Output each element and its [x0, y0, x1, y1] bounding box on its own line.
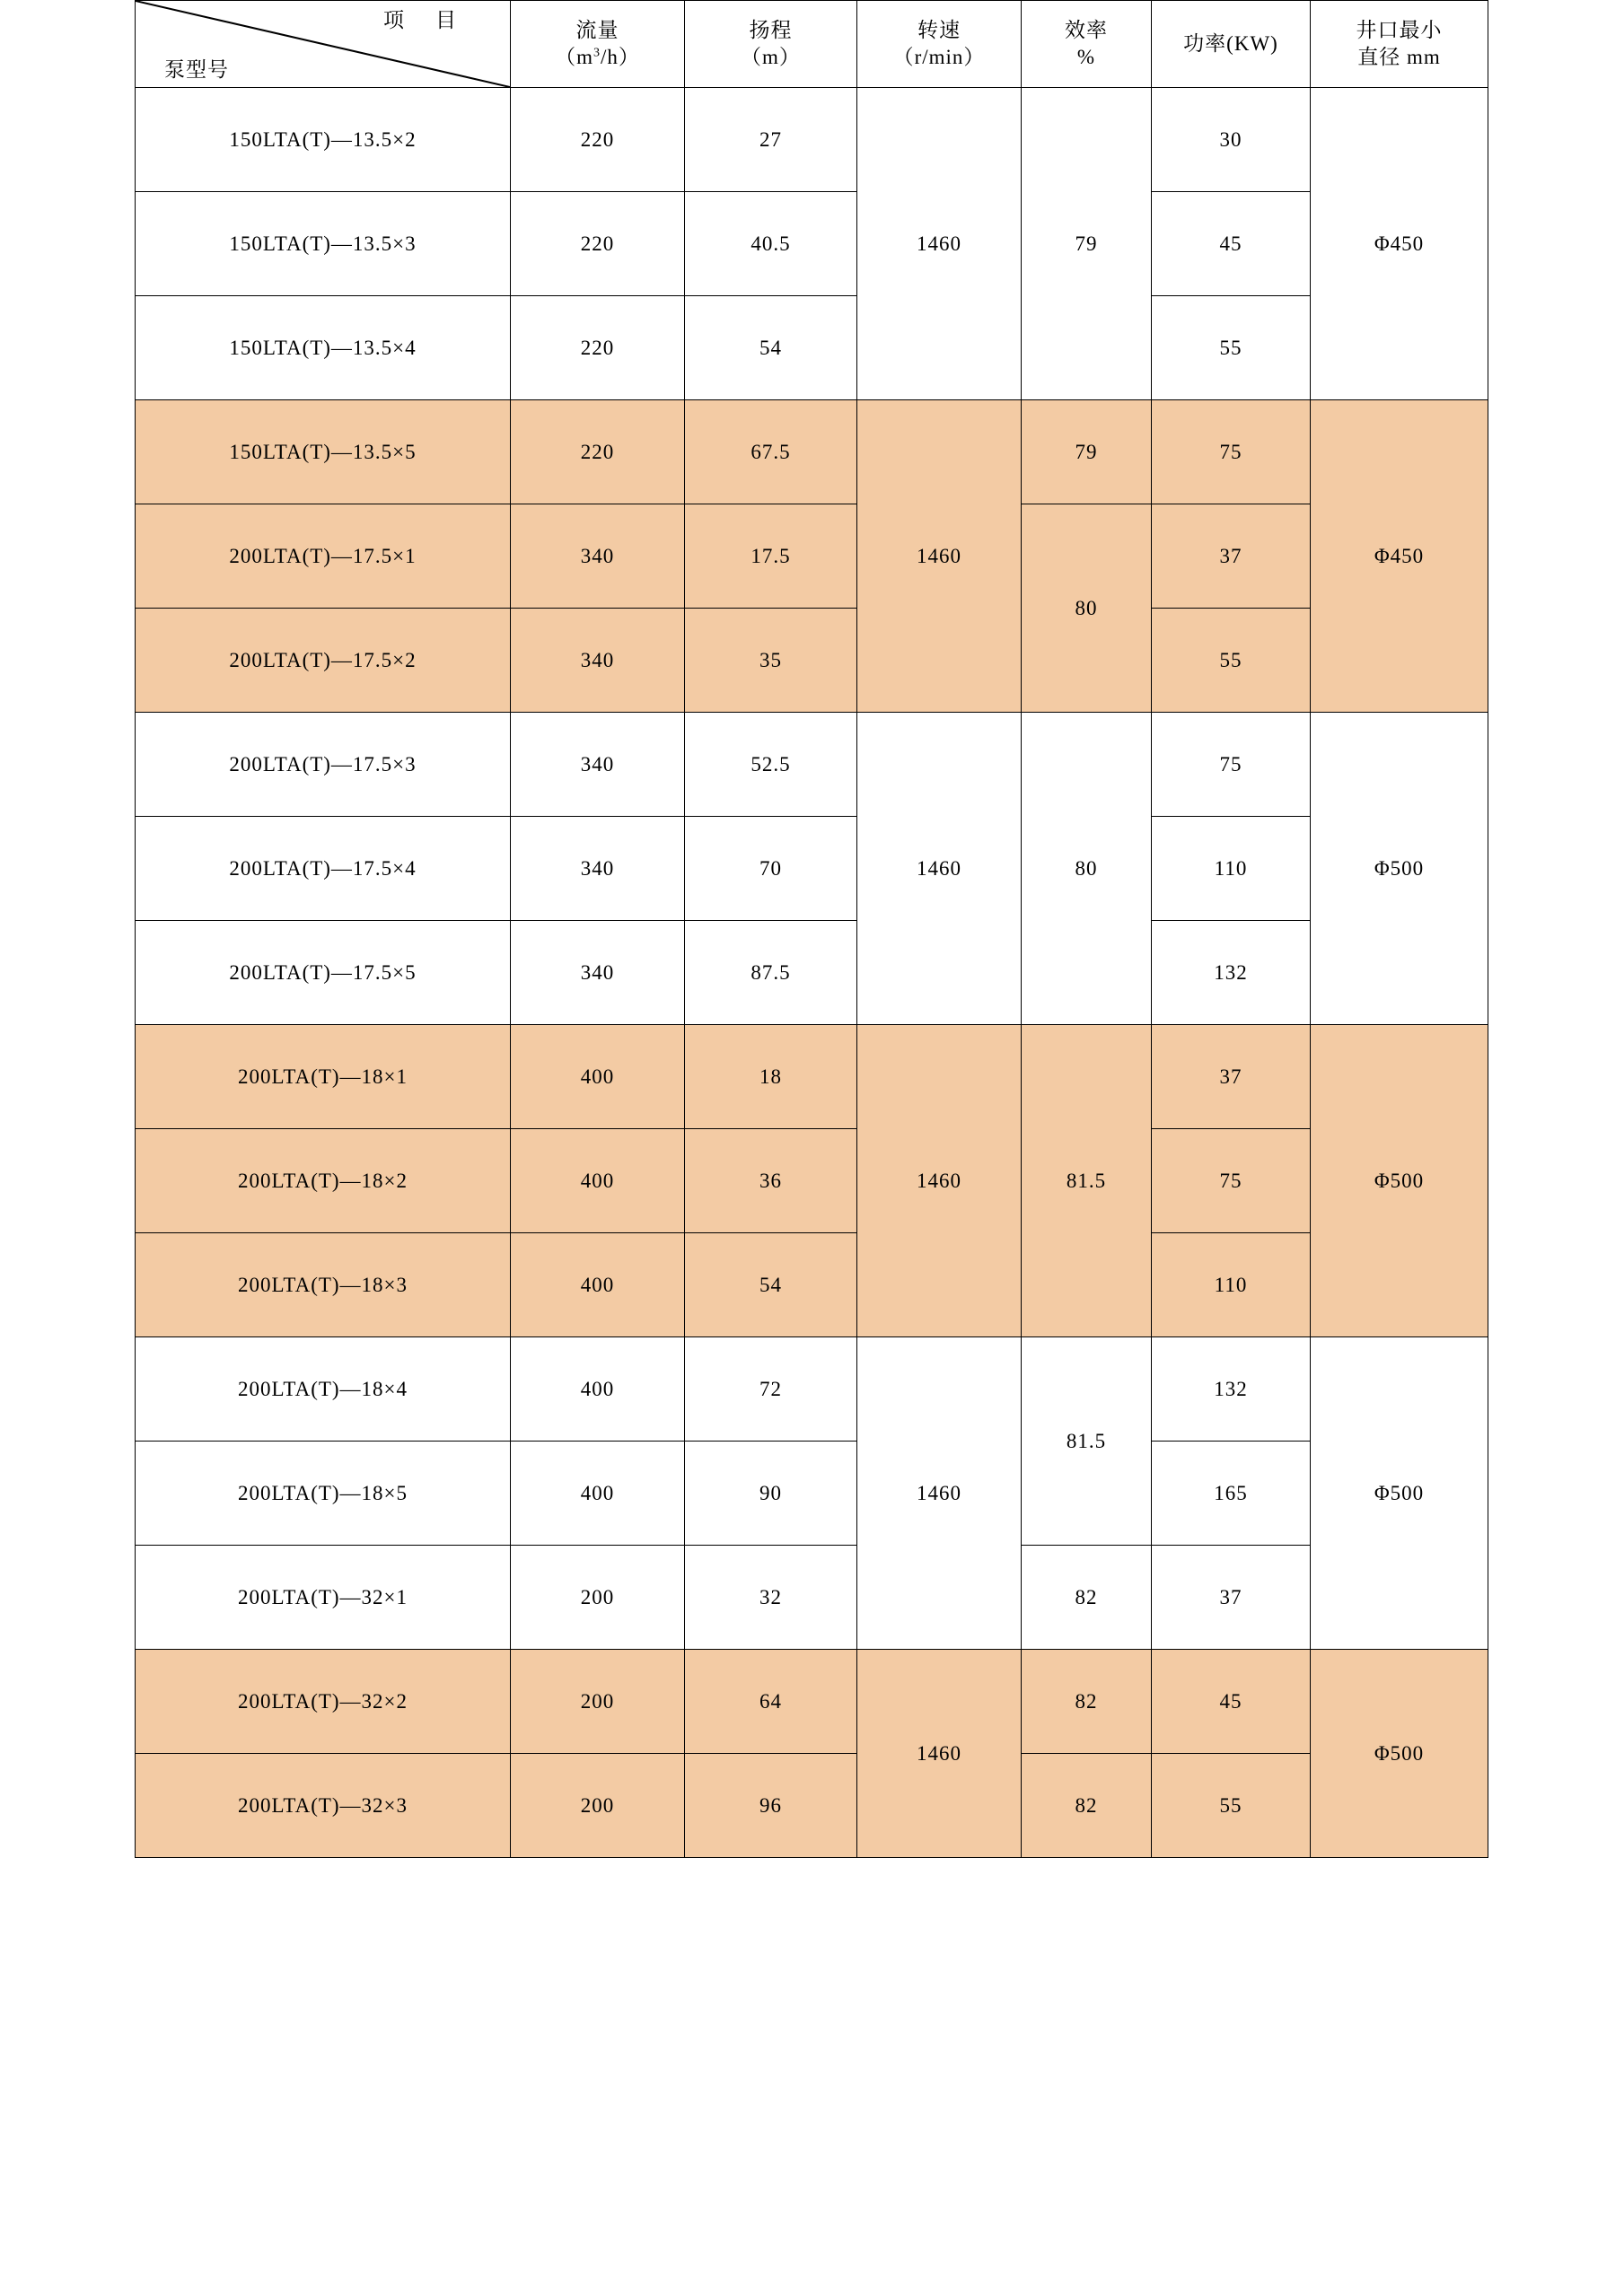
- cell-flow: 200: [511, 1754, 685, 1858]
- header-corner-cell: [136, 1, 511, 88]
- header-power-line1: 功率(KW): [1183, 31, 1278, 55]
- cell-head: 64: [685, 1650, 857, 1754]
- cell-pump-model: 200LTA(T)—18×5: [136, 1442, 511, 1546]
- cell-speed: 1460: [857, 1337, 1022, 1650]
- cell-power: 45: [1152, 1650, 1311, 1754]
- table-row: [136, 1442, 1488, 1546]
- cell-wellbore-diameter: Φ500: [1311, 713, 1488, 1025]
- cell-flow: 400: [511, 1129, 685, 1233]
- cell-power: 37: [1152, 504, 1311, 609]
- cell-head: 52.5: [685, 713, 857, 817]
- cell-power: 132: [1152, 1337, 1311, 1442]
- cell-flow: 220: [511, 192, 685, 296]
- cell-wellbore-diameter: Φ500: [1311, 1337, 1488, 1650]
- table-row: [136, 1337, 1488, 1442]
- cell-flow: 340: [511, 713, 685, 817]
- cell-flow: 400: [511, 1442, 685, 1546]
- table-row: [136, 504, 1488, 609]
- cell-power: 110: [1152, 1233, 1311, 1337]
- cell-power: 75: [1152, 400, 1311, 504]
- header-wellbore-line2: 直径 mm: [1357, 46, 1441, 68]
- cell-pump-model: 200LTA(T)—17.5×4: [136, 817, 511, 921]
- cell-efficiency: 82: [1022, 1650, 1152, 1754]
- cell-speed: 1460: [857, 88, 1022, 400]
- header-speed: [857, 1, 1022, 88]
- cell-flow: 400: [511, 1025, 685, 1129]
- pump-specification-table: [135, 0, 1488, 1858]
- cell-head: 40.5: [685, 192, 857, 296]
- cell-pump-model: 200LTA(T)—17.5×2: [136, 609, 511, 713]
- cell-pump-model: 200LTA(T)—18×2: [136, 1129, 511, 1233]
- table-row: [136, 1233, 1488, 1337]
- cell-head: 18: [685, 1025, 857, 1129]
- cell-power: 75: [1152, 1129, 1311, 1233]
- cell-head: 70: [685, 817, 857, 921]
- cell-efficiency: 82: [1022, 1754, 1152, 1858]
- cell-speed: 1460: [857, 1025, 1022, 1337]
- cell-head: 32: [685, 1546, 857, 1650]
- header-head-line1: 扬程: [749, 18, 793, 41]
- cell-efficiency: 80: [1022, 504, 1152, 713]
- cell-wellbore-diameter: Φ450: [1311, 88, 1488, 400]
- cell-pump-model: 200LTA(T)—32×3: [136, 1754, 511, 1858]
- cell-power: 75: [1152, 713, 1311, 817]
- cell-head: 87.5: [685, 921, 857, 1025]
- cell-power: 55: [1152, 1754, 1311, 1858]
- header-row: [136, 1, 1488, 88]
- cell-pump-model: 200LTA(T)—17.5×1: [136, 504, 511, 609]
- cell-power: 30: [1152, 88, 1311, 192]
- cell-flow: 340: [511, 609, 685, 713]
- table-row: [136, 609, 1488, 713]
- cell-power: 37: [1152, 1025, 1311, 1129]
- cell-head: 36: [685, 1129, 857, 1233]
- cell-pump-model: 200LTA(T)—32×2: [136, 1650, 511, 1754]
- header-flow-line2: $(m^3/h)$: [555, 46, 640, 68]
- cell-head: 27: [685, 88, 857, 192]
- header-head-line2: （m）: [741, 46, 801, 68]
- table-row: [136, 1754, 1488, 1858]
- cell-power: 132: [1152, 921, 1311, 1025]
- cell-head: 72: [685, 1337, 857, 1442]
- table-row: [136, 921, 1488, 1025]
- header-efficiency-line1: 效率: [1065, 18, 1108, 41]
- cell-pump-model: 150LTA(T)—13.5×5: [136, 400, 511, 504]
- cell-flow: 400: [511, 1233, 685, 1337]
- table-row: [136, 817, 1488, 921]
- cell-flow: 340: [511, 504, 685, 609]
- table-row: [136, 1025, 1488, 1129]
- header-efficiency-line2: %: [1076, 46, 1096, 68]
- cell-efficiency: 81.5: [1022, 1025, 1152, 1337]
- cell-efficiency: 82: [1022, 1546, 1152, 1650]
- cell-pump-model: 200LTA(T)—18×3: [136, 1233, 511, 1337]
- table-row: [136, 1129, 1488, 1233]
- cell-wellbore-diameter: Φ500: [1311, 1650, 1488, 1858]
- table-header: [136, 1, 1488, 88]
- cell-wellbore-diameter: Φ450: [1311, 400, 1488, 713]
- cell-power: 110: [1152, 817, 1311, 921]
- cell-head: 54: [685, 1233, 857, 1337]
- header-speed-line1: 转速: [917, 18, 961, 41]
- cell-speed: 1460: [857, 713, 1022, 1025]
- cell-efficiency: 79: [1022, 88, 1152, 400]
- table-row: [136, 192, 1488, 296]
- cell-power: 165: [1152, 1442, 1311, 1546]
- cell-efficiency: 79: [1022, 400, 1152, 504]
- cell-head: 96: [685, 1754, 857, 1858]
- table-row: [136, 713, 1488, 817]
- cell-flow: 220: [511, 88, 685, 192]
- cell-head: 90: [685, 1442, 857, 1546]
- cell-flow: 340: [511, 817, 685, 921]
- cell-efficiency: 80: [1022, 713, 1152, 1025]
- table-row: [136, 88, 1488, 192]
- header-wellbore-diameter: [1311, 1, 1488, 88]
- table-row: [136, 1546, 1488, 1650]
- cell-flow: 400: [511, 1337, 685, 1442]
- cell-pump-model: 150LTA(T)—13.5×2: [136, 88, 511, 192]
- header-power: [1152, 1, 1311, 88]
- cell-pump-model: 200LTA(T)—18×4: [136, 1337, 511, 1442]
- cell-flow: 220: [511, 400, 685, 504]
- table-body: [136, 88, 1488, 1858]
- header-item-label: 项 目: [383, 9, 461, 31]
- cell-head: 17.5: [685, 504, 857, 609]
- cell-head: 67.5: [685, 400, 857, 504]
- cell-power: 37: [1152, 1546, 1311, 1650]
- cell-pump-model: 150LTA(T)—13.5×3: [136, 192, 511, 296]
- cell-head: 54: [685, 296, 857, 400]
- cell-flow: 340: [511, 921, 685, 1025]
- table-row: [136, 1650, 1488, 1754]
- cell-head: 35: [685, 609, 857, 713]
- cell-efficiency: 81.5: [1022, 1337, 1152, 1546]
- cell-pump-model: 200LTA(T)—17.5×5: [136, 921, 511, 1025]
- header-model-label: 泵型号: [164, 58, 229, 81]
- header-flow: [511, 1, 685, 88]
- cell-speed: 1460: [857, 1650, 1022, 1858]
- cell-pump-model: 150LTA(T)—13.5×4: [136, 296, 511, 400]
- header-efficiency: [1022, 1, 1152, 88]
- cell-pump-model: 200LTA(T)—17.5×3: [136, 713, 511, 817]
- cell-power: 55: [1152, 609, 1311, 713]
- cell-wellbore-diameter: Φ500: [1311, 1025, 1488, 1337]
- cell-flow: 200: [511, 1546, 685, 1650]
- cell-flow: 200: [511, 1650, 685, 1754]
- header-speed-line2: （r/min）: [892, 46, 986, 68]
- cell-power: 55: [1152, 296, 1311, 400]
- table-row: [136, 400, 1488, 504]
- cell-flow: 220: [511, 296, 685, 400]
- table-row: [136, 296, 1488, 400]
- header-wellbore-line1: 井口最小: [1356, 18, 1443, 41]
- cell-pump-model: 200LTA(T)—18×1: [136, 1025, 511, 1129]
- cell-power: 45: [1152, 192, 1311, 296]
- header-head: [685, 1, 857, 88]
- header-flow-line1: 流量: [575, 18, 619, 41]
- cell-speed: 1460: [857, 400, 1022, 713]
- cell-pump-model: 200LTA(T)—32×1: [136, 1546, 511, 1650]
